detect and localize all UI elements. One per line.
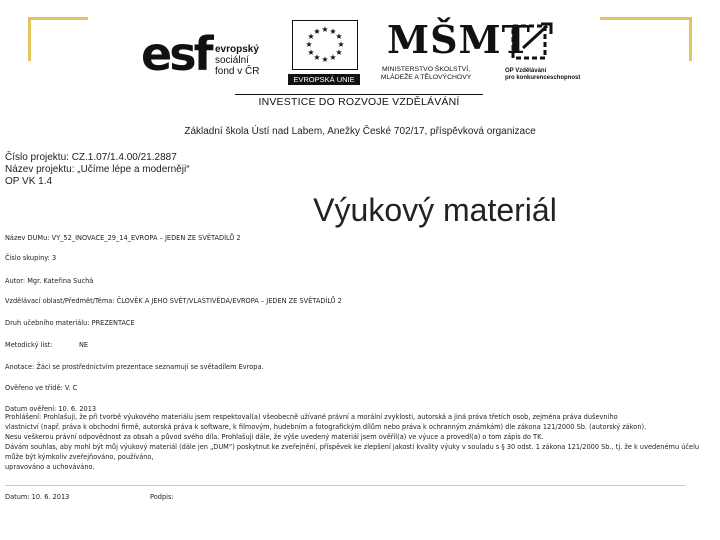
esf-line-1: evropský [215,44,259,55]
eu-flag-icon [292,20,358,70]
project-op: OP VK 1.4 [5,176,53,187]
investice-tagline: INVESTICE DO ROZVOJE VZDĚLÁVÁNÍ [235,94,483,108]
footer-divider [5,485,685,486]
msmt-text [367,66,485,82]
svg-text:★: ★ [321,25,329,34]
op-line-2: pro konkurenceschopnost [505,75,581,81]
svg-text:★: ★ [307,48,315,57]
msmt-line-2: MLÁDEŽE A TĚLOVÝCHOVY [380,74,472,81]
esf-logo [135,18,275,86]
svg-text:★: ★ [329,27,337,36]
eu-stars-icon [293,21,357,69]
corner-right-vertical [689,17,692,61]
declaration-line-3: Nesu veškerou právní odpovědnost za obsah a původ svého díla. Prohlašuji dále, že výše uvedený materiál jsem ověřil(a) ve výuce a provedl(a) o tom zápis do TK. [5,433,544,441]
project-name: Název projektu: „Učíme lépe a moderněji“ [5,164,190,175]
declaration-line-1: Prohlášení: Prohlašuji, že při tvorbě výukového materiálu jsem respektoval(a) všeobecně užívané právní a morální zvyklosti, autorská a jiná práva třetích osob, zejména práva duševního [5,413,618,421]
corner-right-horizontal [600,17,692,20]
svg-text:★: ★ [337,40,345,49]
corner-left-vertical [28,17,31,61]
eu-logo [288,20,360,88]
method-sheet-label: Metodický list: [5,341,53,349]
msmt-mark: MŠMT [387,17,531,62]
esf-text [215,44,259,77]
svg-text:★: ★ [321,55,329,64]
footer-date: Datum: 10. 6. 2013 [5,493,70,501]
msmt-line-1: MINISTERSTVO ŠKOLSTVÍ, [382,66,470,73]
svg-text:★: ★ [335,32,343,41]
esf-line-2: sociální [215,55,249,66]
verified-class: Ověřeno ve třídě: V. C [5,384,78,392]
svg-text:★: ★ [329,53,337,62]
op-logo [503,18,583,96]
svg-text:★: ★ [335,48,343,57]
dum-name: Název DUMu: VY_52_INOVACE_29_14_EVROPA – JEDEN ZE SVĚTADÍLŮ 2 [5,234,241,242]
eu-label: EVROPSKÁ UNIE [288,74,360,85]
education-area: Vzdělávací oblast/Předmět/Téma: ČLOVĚK A JEHO SVĚT/VLASTIVĚDA/EVROPA – JEDEN ZE SVĚTADÍLŮ 2 [5,297,342,305]
page-title: Výukový materiál [313,192,557,228]
svg-text:★: ★ [313,27,321,36]
declaration-line-5: upravováno a uchováváno. [5,463,95,471]
corner-left-horizontal [28,17,88,20]
school-name: Základní škola Ústí nad Labem, Anežky České 702/17, příspěvková organizace [184,126,536,137]
declaration-line-4: Dávám souhlas, aby mohl být můj výukový materiál (dále jen „DUM“) poskytnut ke zveřejnění, příspěvek ke zlepšení jakosti kvality výuky v souladu s § 30 odst. 1 zákona 121/2000 Sb., tj. že k uvedenému účelu může být kýmkoliv zveřejňováno, používáno, [5,443,700,461]
op-line-1: OP Vzdělávání [505,68,547,74]
svg-text:★: ★ [313,53,321,62]
group-number: Číslo skupiny: 3 [5,254,57,262]
project-number: Číslo projektu: CZ.1.07/1.4.00/21.2887 [5,152,177,163]
op-mark-icon [507,20,557,68]
author: Autor: Mgr. Kateřina Suchá [5,277,94,285]
logo-banner [135,18,595,108]
svg-text:★: ★ [307,32,315,41]
esf-line-3: fond v ČR [215,66,260,77]
material-type: Druh učebního materiálu: PREZENTACE [5,319,135,327]
signature-label: Podpis: [150,493,174,501]
method-sheet-value: NE [79,341,89,349]
op-text [505,68,585,82]
declaration [5,412,710,472]
svg-text:★: ★ [305,40,313,49]
verified-date: Datum ověření: 10. 6. 2013 [5,405,97,413]
annotation: Anotace: Žáci se prostřednictvím prezentace seznamují se světadílem Evropa. [5,363,264,371]
declaration-line-2: vlastnictví (např. práva k obchodní firmě, autorská práva k software, k filmovým, hudebním a fotografickým dílům nebo práva k ochranným známkám) dle zákona 121/2000 Sb. (autorský zákon). [5,423,647,431]
esf-mark: esf [141,27,211,81]
